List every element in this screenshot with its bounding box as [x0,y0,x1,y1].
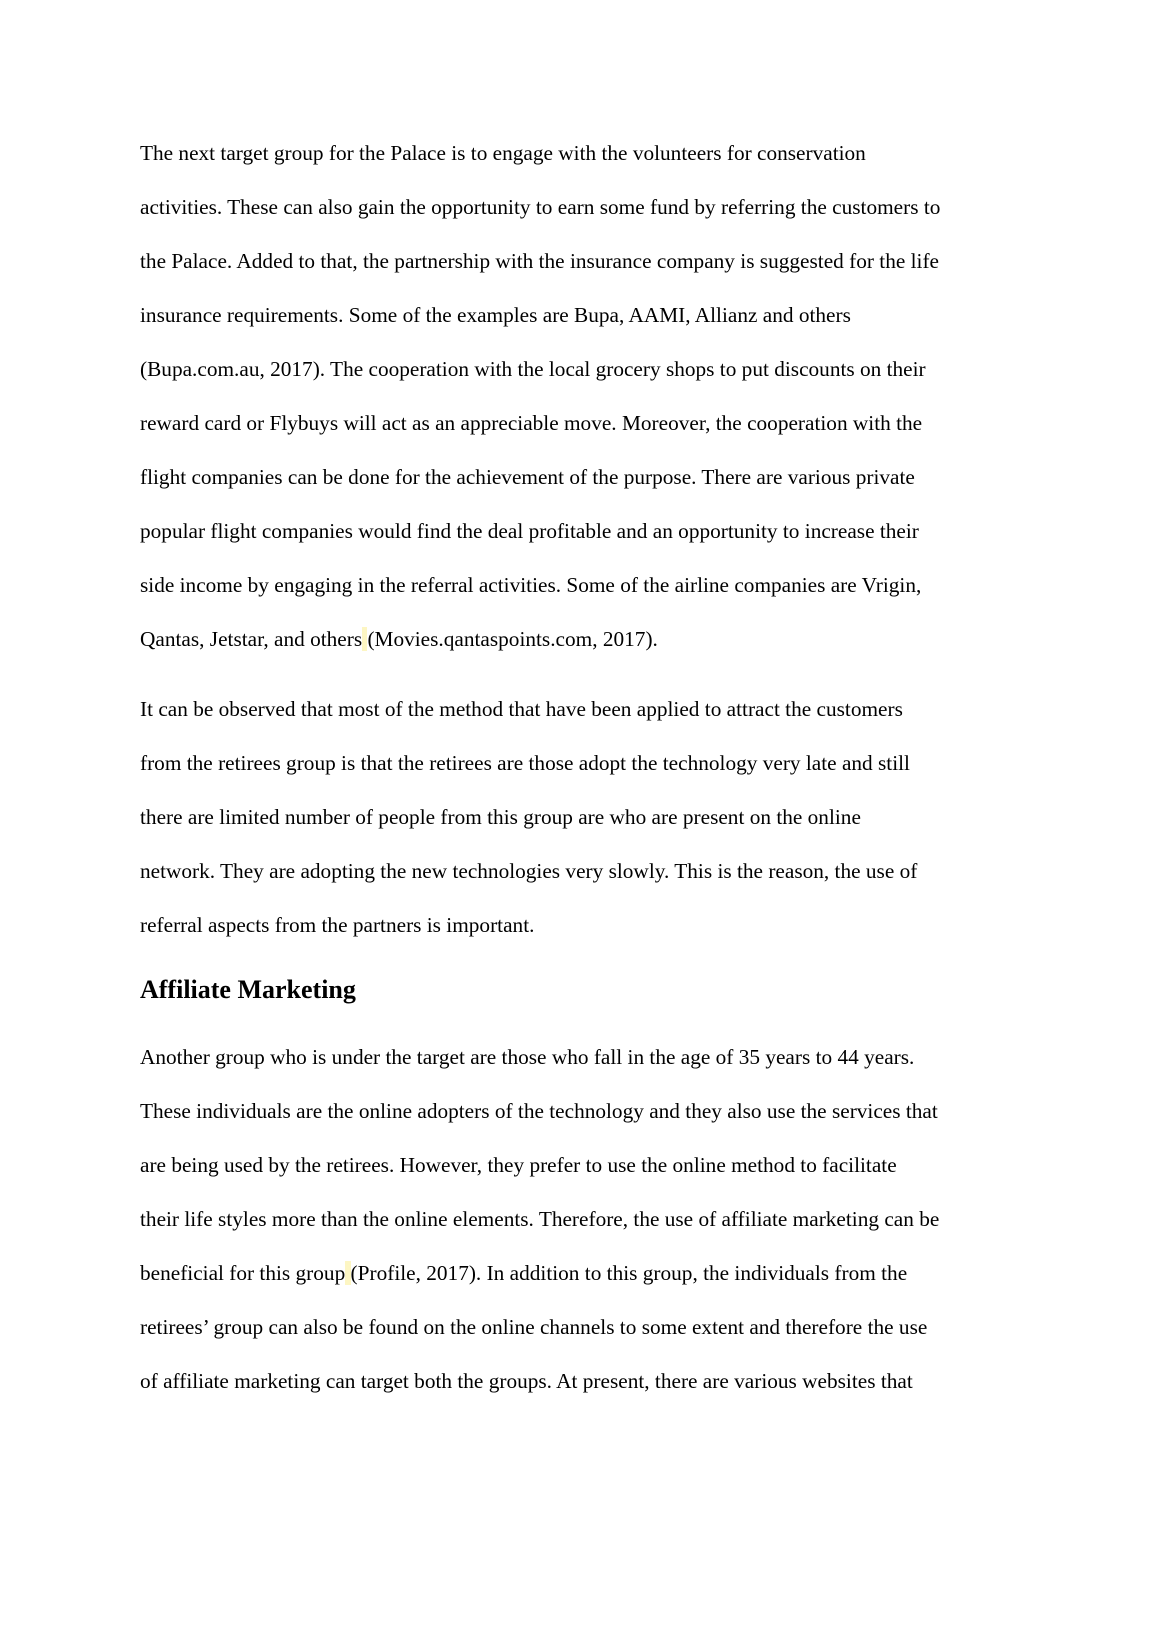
text-line-citation [140,1246,1030,1300]
text-line: referral aspects from the partners is important. [140,913,535,937]
text-fragment: Qantas, Jetstar, and others [140,627,363,651]
text-line: retirees’ group can also be found on the online channels to some extent and therefore the use [140,1315,928,1339]
text-line: These individuals are the online adopters of the technology and they also use the services that [140,1099,938,1123]
paragraph-partners [140,126,1030,666]
text-line: are being used by the retirees. However, they prefer to use the online method to facilitate [140,1153,897,1177]
text-line: side income by engaging in the referral activities. Some of the airline companies are Vrigin, [140,573,922,597]
text-line: there are limited number of people from this group are who are present on the online [140,805,861,829]
text-line: from the retirees group is that the retirees are those adopt the technology very late and still [140,751,910,775]
text-line: activities. These can also gain the opportunity to earn some fund by referring the customers to [140,195,941,219]
text-line: the Palace. Added to that, the partnership with the insurance company is suggested for the life [140,249,939,273]
text-line: network. They are adopting the new technologies very slowly. This is the reason, the use of [140,859,918,883]
text-line: insurance requirements. Some of the examples are Bupa, AAMI, Allianz and others [140,303,851,327]
text-line: popular flight companies would find the deal profitable and an opportunity to increase their [140,519,919,543]
text-line-citation [140,612,1030,666]
text-line: their life styles more than the online elements. Therefore, the use of affiliate marketing can be [140,1207,940,1231]
text-line: of affiliate marketing can target both the groups. At present, there are various websites that [140,1369,913,1393]
text-line: reward card or Flybuys will act as an appreciable move. Moreover, the cooperation with the [140,411,923,435]
document-body [140,126,1030,1408]
text-line: flight companies can be done for the achievement of the purpose. There are various private [140,465,915,489]
citation-text: (Profile, 2017). In addition to this group, the individuals from the [350,1261,908,1285]
citation-text: (Movies.qantaspoints.com, 2017). [367,627,658,651]
section-heading: Affiliate Marketing [140,975,356,1004]
text-line: Another group who is under the target are those who fall in the age of 35 years to 44 years. [140,1045,915,1069]
text-line: It can be observed that most of the method that have been applied to attract the customers [140,697,903,721]
text-line: The next target group for the Palace is to engage with the volunteers for conservation [140,141,866,165]
text-fragment: beneficial for this group [140,1261,346,1285]
paragraph-retirees [140,682,1030,952]
paragraph-affiliate [140,1030,1030,1408]
text-line: (Bupa.com.au, 2017). The cooperation with the local grocery shops to put discounts on their [140,357,926,381]
